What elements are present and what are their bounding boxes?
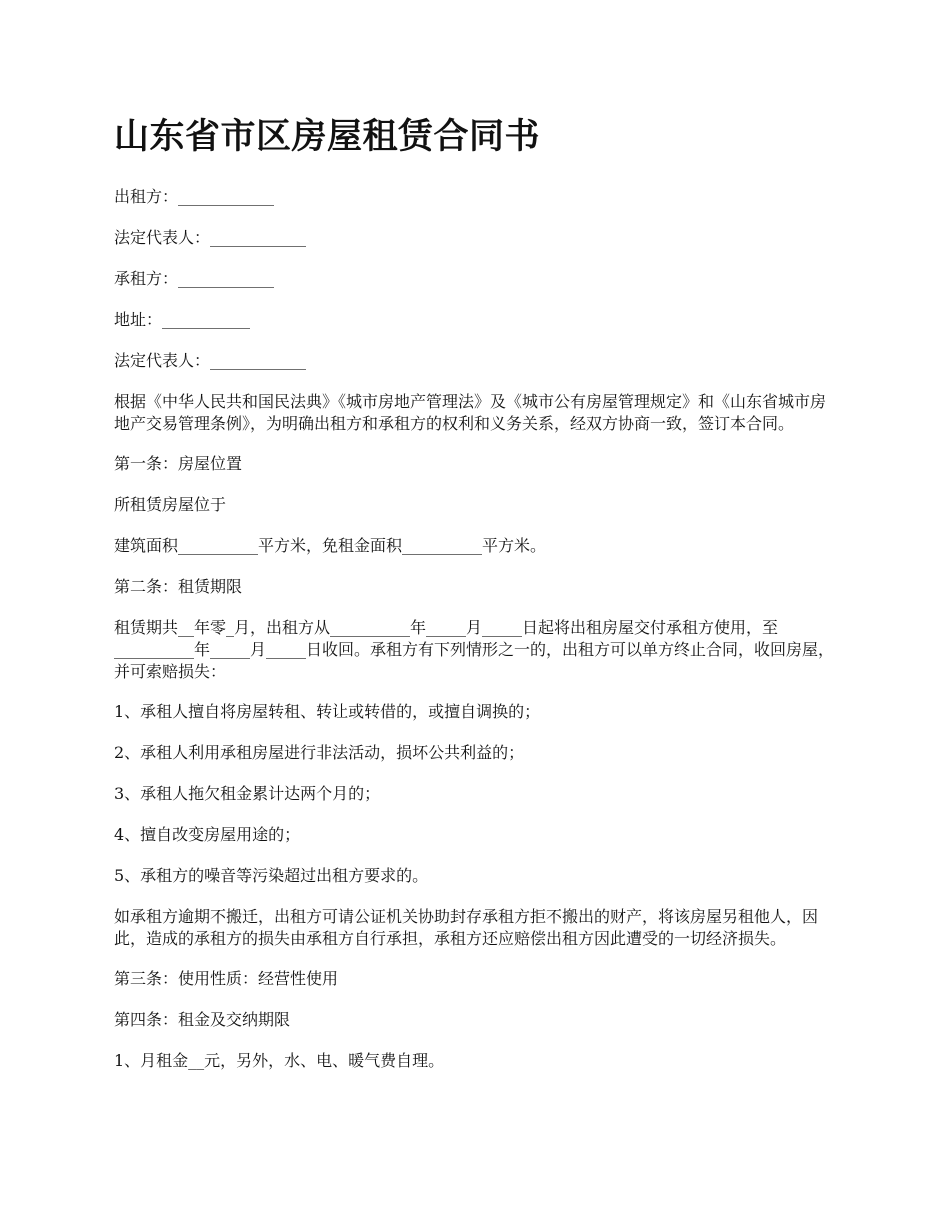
termination-item-4: 4、擅自改变房屋用途的；: [114, 825, 301, 844]
lessor-line: 出租方：____________: [114, 187, 275, 206]
floor-area-line: 建筑面积__________平方米，免租金面积__________平方米。: [114, 536, 547, 555]
termination-item-2: 2、承租人利用承租房屋进行非法活动，损坏公共利益的；: [114, 743, 525, 762]
termination-item-5: 5、承租方的噪音等污染超过出租方要求的。: [114, 866, 429, 885]
document-page: [114, 108, 840, 1091]
termination-item-3: 3、承租人拖欠租金累计达两个月的；: [114, 784, 381, 803]
lease-term-paragraph: 租赁期共__年零_月，出租方从__________年_____月_____日起将出租房屋交付承租方使用，至__________年_____月_____日收回。承租方有下列情形之一的，出租方可以单方终止合同，收回房屋，并可索赔损失：: [114, 618, 835, 681]
preamble-paragraph: 根据《中华人民共和国民法典》《城市房地产管理法》及《城市公有房屋管理规定》和《山东省城市房地产交易管理条例》，为明确出租方和承租方的权利和义务关系，经双方协商一致，签订本合同。: [114, 392, 827, 433]
document-title: 山东省市区房屋租赁合同书: [114, 116, 541, 157]
eviction-paragraph: 如承租方逾期不搬迁，出租方可请公证机关协助封存承租方拒不搬出的财产，将该房屋另租他人，因此，造成的承租方的损失由承租方自行承担，承租方还应赔偿出租方因此遭受的一切经济损失。: [114, 907, 819, 948]
article-1-heading: 第一条：房屋位置: [114, 454, 243, 473]
monthly-rent-line: 1、月租金__元，另外，水、电、暖气费自理。: [114, 1051, 445, 1070]
article-3-heading: 第三条：使用性质：经营性使用: [114, 969, 339, 988]
address-line: 地址：___________: [114, 310, 251, 329]
lessee-legal-representative-line: 法定代表人：____________: [114, 351, 307, 370]
article-4-heading: 第四条：租金及交纳期限: [114, 1010, 291, 1029]
lessor-legal-representative-line: 法定代表人：____________: [114, 228, 307, 247]
termination-item-1: 1、承租人擅自将房屋转租、转让或转借的，或擅自调换的；: [114, 702, 541, 721]
property-location-line: 所租赁房屋位于: [114, 495, 227, 514]
article-2-heading: 第二条：租赁期限: [114, 577, 243, 596]
lessee-line: 承租方：____________: [114, 269, 275, 288]
